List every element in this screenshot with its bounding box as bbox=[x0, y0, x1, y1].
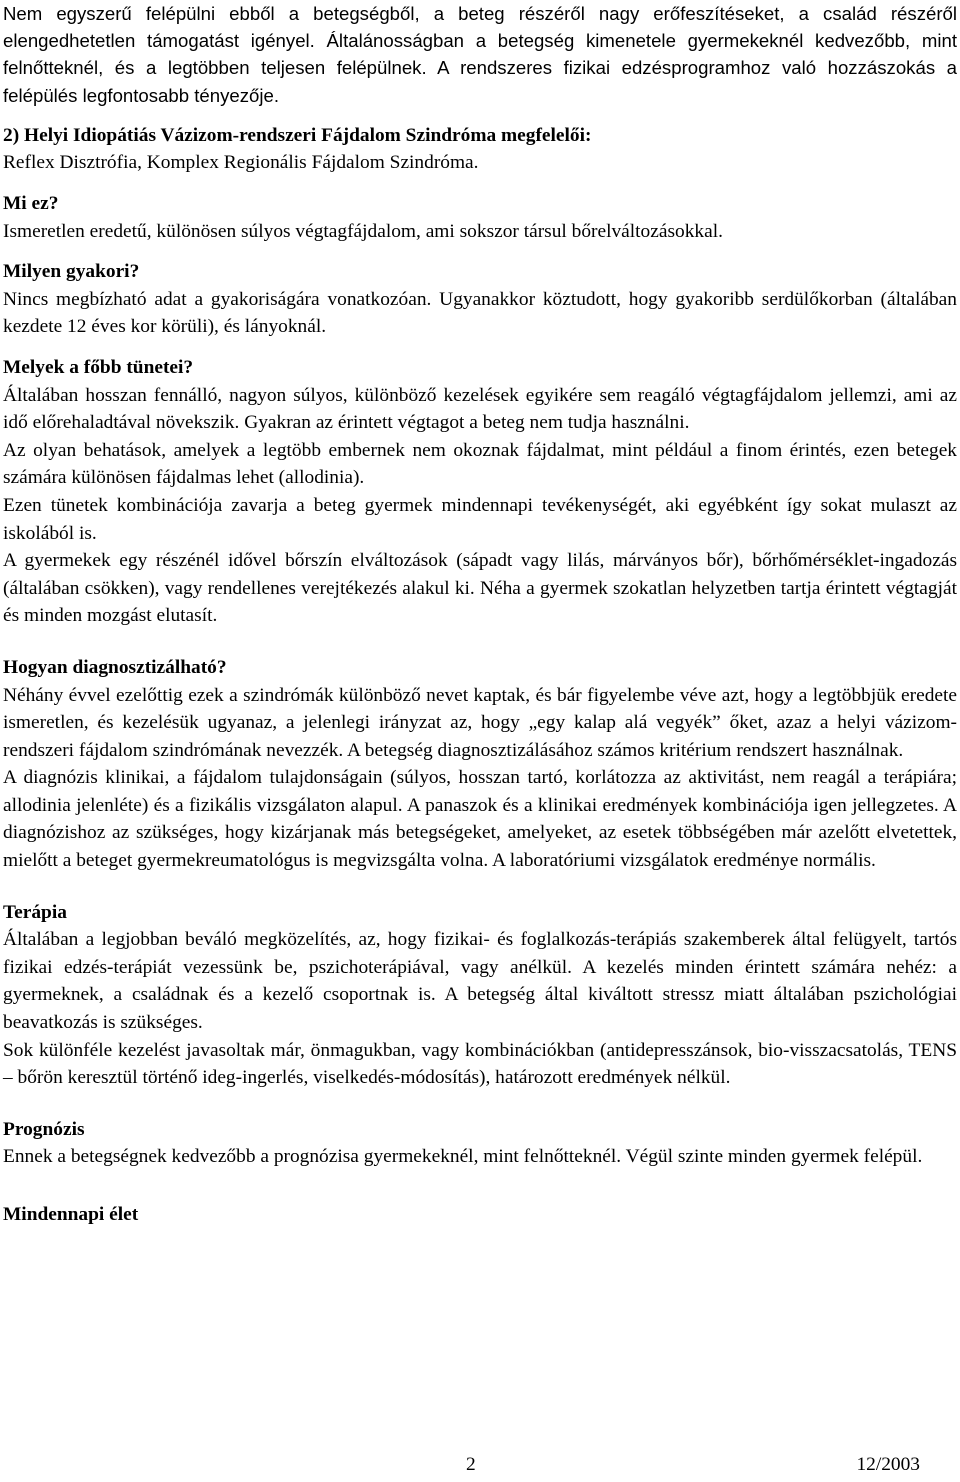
spacer bbox=[3, 341, 957, 354]
spacer bbox=[3, 875, 957, 899]
spacer bbox=[3, 245, 957, 258]
page-footer bbox=[0, 1454, 960, 1482]
spacer bbox=[3, 630, 957, 654]
gyakori-text: Nincs megbízható adat a gyakoriságára vonatkozóan. Ugyanakkor köztudott, hogy gyakoribb serdülőkorban (általában kezdete 12 éves kor körüli), és lányoknál. bbox=[3, 288, 957, 338]
mi-ez-heading: Mi ez? bbox=[3, 193, 59, 214]
spacer bbox=[3, 1092, 957, 1116]
prognozis-heading: Prognózis bbox=[3, 1118, 85, 1140]
intro-paragraph: Nem egyszerű felépülni ebből a betegségből, a beteg részéről nagy erőfeszítéseket, a család részéről elengedhetetlen támogatást igényel. Általánosságban a betegség kimenetele gyermekeknél kedvezőbb, mint felnőtteknél, és a legtöbben teljesen felépülnek. A rendszeres fizikai edzésprogramhoz való hozzászokás a felépülés legfontosabb tényezője. bbox=[3, 3, 957, 106]
section-2-subtitle: Reflex Disztrófia, Komplex Regionális Fájdalom Szindróma. bbox=[3, 152, 479, 174]
tunetei-paragraph-2: Az olyan behatások, amelyek a legtöbb embernek nem okoznak fájdalmat, mint például a finom érintés, ezen betegek számára különösen fájdalmas lehet (allodinia). bbox=[3, 439, 957, 489]
prognozis-text: Ennek a betegségnek kedvezőbb a prognózisa gyermekeknél, mint felnőtteknél. Végül szinte minden gyermek felépül. bbox=[3, 1146, 923, 1168]
gyakori-heading: Milyen gyakori? bbox=[3, 261, 140, 283]
diagnozis-paragraph-1: Néhány évvel ezelőttig ezek a szindrómák különböző nevet kaptak, és bár figyelembe véve azt, hogy a legtöbbjük eredete ismeretlen, és kezelésük ugyanaz, a jelenlegi irányzat az, hogy „egy kalap alá vegyék” őket, azaz a helyi vázizom-rendszeri fájdalom szindrómának nevezzék. A betegség diagnosztizálásához számos kritérium rendszert használnak. bbox=[3, 684, 957, 761]
footer-date: 12/2003 bbox=[856, 1454, 920, 1475]
terapia-paragraph-1: Általában a legjobban beváló megközelítés, az, hogy fizikai- és foglalkozás-terápiás szakemberek által felügyelt, tartós fizikai edzés-terápiát vezessünk be, pszichoterápiával, vagy anélkül. A kezelés minden érintett számára nehéz: a gyermeknek, a családnak és a kezelő csoportnak is. A betegség által kiváltott stressz miatt általában pszichológiai beavatkozás is szükséges. bbox=[3, 929, 957, 1034]
document-page bbox=[3, 0, 957, 1229]
tunetei-paragraph-1: Általában hosszan fennálló, nagyon súlyos, különböző kezelések egyikére sem reagáló végtagfájdalom jellemzi, ami az idő előrehaladtával növekszik. Gyakran az érintett végtagot a beteg nem tudja használni. bbox=[3, 384, 957, 434]
terapia-heading: Terápia bbox=[3, 901, 67, 923]
terapia-paragraph-2: Sok különféle kezelést javasoltak már, önmagukban, vagy kombinációkban (antidepresszánsok, bio-visszacsatolás, TENS – bőrön keresztül történő ideg-ingerlés, viselkedés-módosítás), határozott eredmények nélkül. bbox=[3, 1039, 957, 1089]
mi-ez-text: Ismeretlen eredetű, különösen súlyos végtagfájdalom, ami sokszor társul bőrelváltozásokkal. bbox=[3, 220, 723, 242]
tunetei-paragraph-4: A gyermekek egy részénél idővel bőrszín elváltozások (sápadt vagy lilás, márványos bőr), bőrhőmérséklet-ingadozás (általában csökken), vagy rendellenes verejtékezés alakul ki. Néha a gyermek szokatlan helyzetben tartja érintett végtagját és minden mozgást elutasít. bbox=[3, 550, 957, 627]
spacer bbox=[3, 109, 957, 122]
diagnozis-heading: Hogyan diagnosztizálható? bbox=[3, 656, 227, 678]
tunetei-heading: Melyek a főbb tünetei? bbox=[3, 356, 194, 378]
tunetei-paragraph-3: Ezen tünetek kombinációja zavarja a beteg gyermek mindennapi tevékenységét, aki egyébként így sokat mulaszt az iskolából is. bbox=[3, 494, 957, 544]
spacer bbox=[3, 1171, 957, 1201]
page-number: 2 bbox=[466, 1454, 476, 1475]
section-2-title: 2) Helyi Idiopátiás Vázizom-rendszeri Fájdalom Szindróma megfelelői: bbox=[3, 124, 592, 146]
mindennapi-heading: Mindennapi élet bbox=[3, 1204, 139, 1225]
diagnozis-paragraph-2: A diagnózis klinikai, a fájdalom tulajdonságain (súlyos, hosszan tartó, korlátozza az aktivitást, nem reagál a terápiára; allodinia jelenléte) és a fizikális vizsgálaton alapul. A panaszok és a klinikai eredmények kombinációja igen jellegzetes. A diagnózishoz az szükséges, hogy kizárjanak más betegségeket, amelyeket, az esetek többségében már azelőtt elvetettek, mielőtt a beteget gyermekreumatológus is megvizsgálta volna. A laboratóriumi vizsgálatok eredménye normális. bbox=[3, 767, 957, 872]
spacer bbox=[3, 177, 957, 190]
